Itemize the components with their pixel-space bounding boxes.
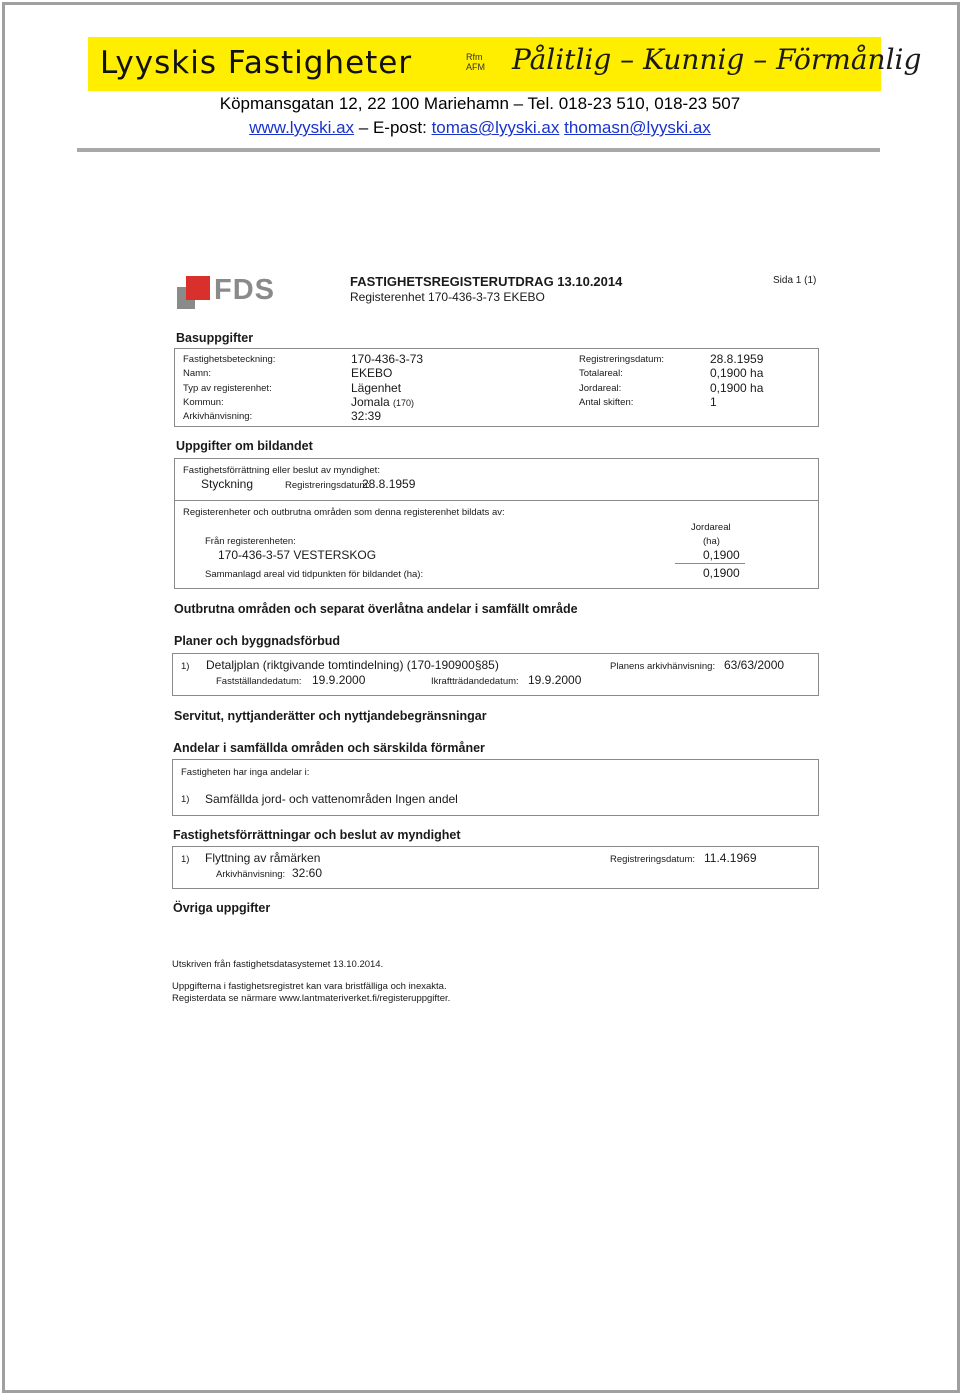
section-andelar: Andelar i samfällda områden och särskilda förmåner [173,741,485,755]
label-totalareal: Totalareal: [579,368,623,379]
contact-links [0,118,960,138]
label-bildandet-regdatum: Registreringsdatum: [285,480,371,491]
label-ikrafttradandedatum: Ikraftträdandedatum: [431,676,519,687]
fds-logo-text: FDS [214,274,275,306]
value-arkivhanvisning: 32:39 [351,409,382,423]
label-arkivhanvisning: Arkivhänvisning: [183,411,253,422]
andelar-box [172,759,819,816]
footer-disclaimer: Uppgifterna i fastighetsregistret kan vara bristfälliga och inexakta. [172,981,447,992]
value-detaljplan: Detaljplan (riktgivande tomtindelning) (170-190900§85) [206,658,499,672]
value-namn: EKEBO [351,366,393,380]
label-inga-andelar: Fastigheten har inga andelar i: [181,767,310,778]
label-kommun: Kommun: [183,397,224,408]
value-totalareal: 0,1900 ha [710,366,764,380]
letterhead-divider [77,148,880,152]
value-jordareal: 0,1900 ha [710,381,764,395]
value-registreringsdatum: 28.8.1959 [710,352,764,366]
value-forrattning: Styckning [201,477,254,491]
value-forrattning-regdatum: 11.4.1969 [704,851,757,865]
label-namn: Namn: [183,368,211,379]
page-frame [2,2,960,1393]
header-jordareal: Jordareal [691,522,731,533]
section-basuppgifter: Basuppgifter [176,331,254,345]
rfm-badge [466,52,485,72]
value-fran-registerenhet: 170-436-3-57 VESTERSKOG [218,548,377,562]
value-samfallda-omraden: Samfällda jord- och vattenområden Ingen andel [205,792,458,806]
value-forrattning-arkiv: 32:60 [292,866,323,880]
bildandet-divider [175,500,818,501]
section-planer: Planer och byggnadsförbud [174,634,340,648]
label-fastighetsbeteckning: Fastighetsbeteckning: [183,354,276,365]
company-logo: Lyyskis Fastigheter [100,45,413,81]
value-kommun-code: (170) [393,398,415,408]
footer-registerdata: Registerdata se närmare www.lantmateriverket.fi/registeruppgifter. [172,993,451,1004]
forrattningar-box [172,846,819,889]
afm-label: AFM [466,62,485,72]
basuppgifter-box [174,348,819,427]
label-planens-arkiv: Planens arkivhänvisning: [610,661,716,672]
value-antal-skiften: 1 [710,395,717,409]
section-bildandet: Uppgifter om bildandet [176,439,313,453]
value-planens-arkiv: 63/63/2000 [724,658,785,672]
fds-logo-icon-red [186,276,210,300]
email-link-thomasn[interactable]: thomasn@lyyski.ax [564,118,711,137]
label-registerenheter: Registerenheter och outbrutna områden som denna registerenhet bildats av: [183,507,505,518]
footer-printed-from: Utskriven från fastighetsdatasystemet 13.10.2014. [172,959,384,970]
section-forrattningar: Fastighetsförrättningar och beslut av myndighet [173,828,461,842]
label-registreringsdatum: Registreringsdatum: [579,354,665,365]
bildandet-box [174,458,819,589]
section-servitut: Servitut, nyttjanderätter och nyttjandebegränsningar [174,709,487,723]
value-kommun-name: Jomala [351,395,390,409]
label-forrattning-regdatum: Registreringsdatum: [610,854,696,865]
value-fran-areal: 0,1900 [703,548,740,562]
label-antal-skiften: Antal skiften: [579,397,634,408]
page-number: Sida 1 (1) [773,275,817,286]
label-forrattning: Fastighetsförrättning eller beslut av myndighet: [183,465,380,476]
section-outbrutna: Outbrutna områden och separat överlåtna andelar i samfällt område [174,602,578,616]
forrattningar-item-number: 1) [181,854,190,865]
section-ovriga: Övriga uppgifter [173,901,271,915]
company-address: Köpmansgatan 12, 22 100 Mariehamn – Tel. 018-23 510, 018-23 507 [219,94,741,113]
planer-box [172,653,819,696]
rfm-label: Rfm [466,52,483,62]
email-label: – E-post: [358,118,427,137]
value-flyttning: Flyttning av råmärken [205,851,321,865]
header-ha: (ha) [703,536,720,547]
label-jordareal: Jordareal: [579,383,622,394]
label-faststallandedatum: Fastställandedatum: [216,676,302,687]
planer-item-number: 1) [181,661,190,672]
company-slogan: Pålitlig – Kunnig – Förmånlig [512,43,922,76]
value-ikrafttradandedatum: 19.9.2000 [528,673,582,687]
andelar-item-number: 1) [181,794,190,805]
label-forrattning-arkiv: Arkivhänvisning: [216,869,286,880]
value-fastighetsbeteckning: 170-436-3-73 [351,352,424,366]
label-typ: Typ av registerenhet: [183,383,272,394]
email-link-tomas[interactable]: tomas@lyyski.ax [431,118,560,137]
document-subtitle: Registerenhet 170-436-3-73 EKEBO [350,290,545,304]
value-typ: Lägenhet [351,381,402,395]
value-faststallandedatum: 19.9.2000 [312,673,366,687]
label-fran-registerenhet: Från registerenheten: [205,536,296,547]
label-sammanlagd-areal: Sammanlagd areal vid tidpunkten för bildandet (ha): [205,569,424,580]
value-kommun [351,395,414,409]
value-bildandet-regdatum: 28.8.1959 [362,477,416,491]
document-title: FASTIGHETSREGISTERUTDRAG 13.10.2014 [350,274,623,289]
website-link[interactable]: www.lyyski.ax [249,118,355,137]
value-sammanlagd-areal: 0,1900 [703,566,740,580]
sum-divider [675,563,745,564]
